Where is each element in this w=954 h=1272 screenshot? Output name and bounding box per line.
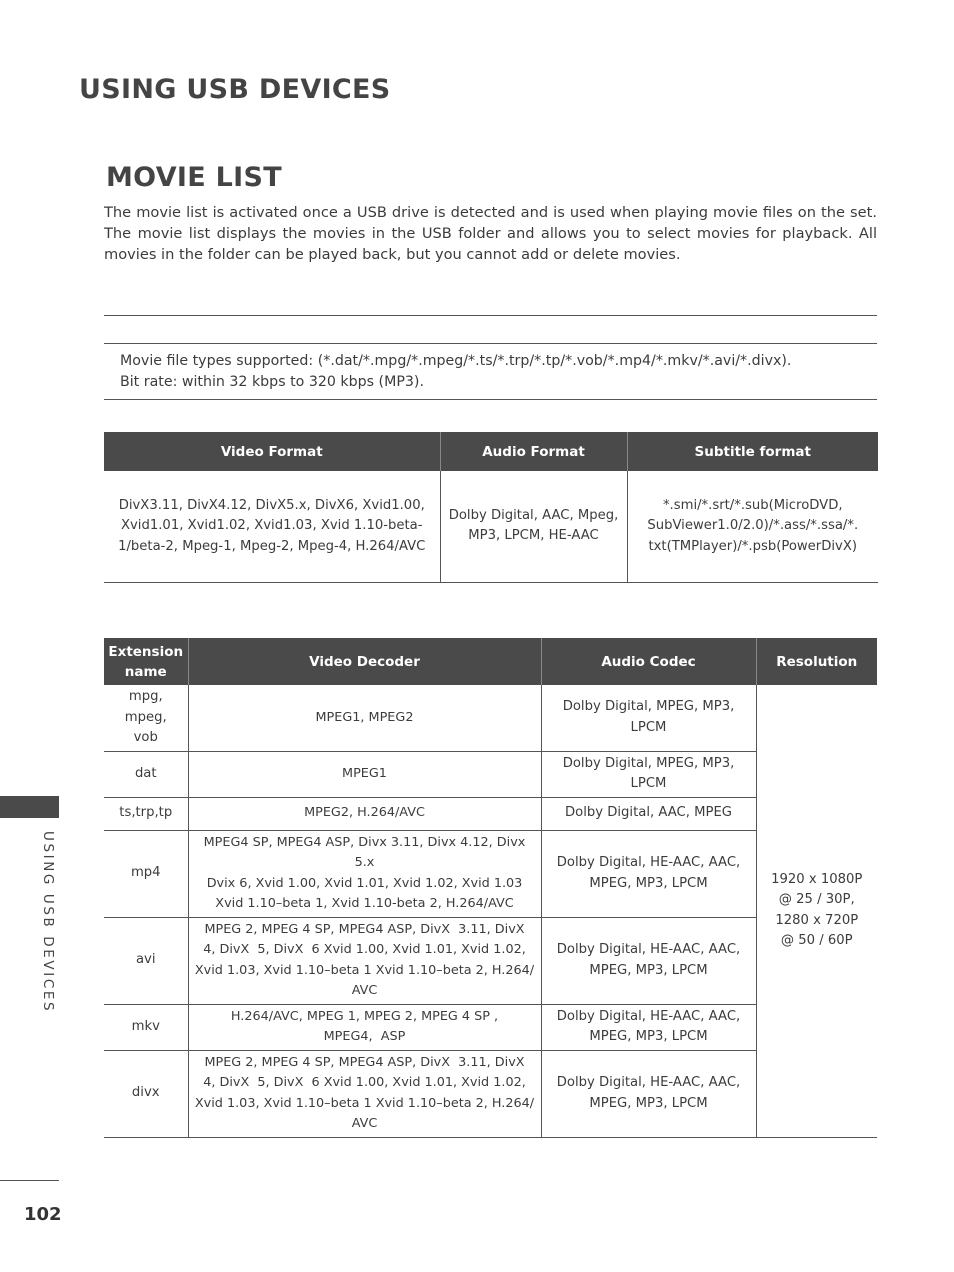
cell-line: Dolby Digital, MPEG, MP3, bbox=[562, 699, 735, 715]
cell-video-formats bbox=[104, 471, 440, 582]
cell-line: LPCM bbox=[630, 719, 667, 735]
cell-line: avi bbox=[135, 952, 156, 968]
cell-line: AVC bbox=[351, 983, 378, 998]
cell-audio-formats bbox=[440, 471, 627, 582]
cell-video-decoder bbox=[188, 1050, 541, 1137]
cell-extension bbox=[104, 1050, 188, 1137]
page-heading: MOVIE LIST bbox=[106, 162, 282, 193]
cell-line: 1/beta-2, Mpeg-1, Mpeg-2, Mpeg-4, H.264/AVC bbox=[118, 538, 426, 554]
cell-line: MPEG4 SP, MPEG4 ASP, Divx 3.11, Divx 4.12, Divx 5.x bbox=[203, 834, 526, 870]
cell-line: ts,trp,tp bbox=[119, 805, 173, 821]
table-row bbox=[104, 685, 877, 751]
cell-line: H.264/AVC, MPEG 1, MPEG 2, MPEG 4 SP , bbox=[230, 1008, 499, 1024]
cell-line: mpg, bbox=[128, 689, 163, 704]
cell-line: Xvid 1.03, Xvid 1.10–beta 1 Xvid 1.10–beta 2, H.264/ bbox=[194, 1095, 535, 1111]
cell-video-decoder bbox=[188, 830, 541, 917]
cell-line: MPEG, MP3, LPCM bbox=[589, 875, 708, 891]
note-bit-rate: Bit rate: within 32 kbps to 320 kbps (MP3). bbox=[120, 374, 424, 390]
codec-table bbox=[104, 638, 877, 1138]
format-table-header bbox=[104, 432, 878, 471]
cell-line: mp4 bbox=[130, 865, 161, 881]
cell-line: SubViewer1.0/2.0)/*.ass/*.ssa/*. bbox=[647, 518, 859, 533]
cell-line: MPEG 2, MPEG 4 SP, MPEG4 ASP, DivX 3.11, DivX bbox=[204, 921, 525, 937]
cell-line: 1280 x 720P bbox=[775, 912, 859, 928]
cell-line: 4, DivX 5, DivX 6 Xvid 1.00, Xvid 1.01, Xvid 1.02, bbox=[203, 942, 526, 957]
cell-line: Dvix 6, Xvid 1.00, Xvid 1.01, Xvid 1.02, Xvid 1.03 bbox=[206, 875, 523, 891]
cell-line: 1920 x 1080P bbox=[771, 871, 863, 887]
cell-line: *.smi/*.srt/*.sub(MicroDVD, bbox=[662, 497, 843, 513]
cell-audio-codec bbox=[541, 1004, 756, 1050]
cell-extension bbox=[104, 1004, 188, 1050]
cell-line: txt(TMPlayer)/*.psb(PowerDivX) bbox=[648, 538, 858, 554]
cell-audio-codec bbox=[541, 830, 756, 917]
header-audio-codec: Audio Codec bbox=[541, 638, 756, 685]
cell-line: DivX3.11, DivX4.12, DivX5.x, DivX6, Xvid1.00, bbox=[118, 497, 425, 513]
cell-video-decoder bbox=[188, 751, 541, 797]
cell-line: Dolby Digital, MPEG, MP3, bbox=[562, 755, 735, 771]
cell-video-decoder bbox=[188, 797, 541, 830]
cell-line: @ 25 / 30P, bbox=[778, 892, 855, 908]
header-resolution: Resolution bbox=[756, 638, 877, 685]
cell-line: MPEG4, ASP bbox=[323, 1029, 406, 1044]
cell-line: Dolby Digital, HE-AAC, AAC, bbox=[556, 1008, 741, 1024]
page-number: 102 bbox=[24, 1204, 62, 1225]
cell-line: MPEG, MP3, LPCM bbox=[589, 962, 708, 978]
cell-line: divx bbox=[131, 1085, 160, 1101]
cell-line: vob bbox=[133, 730, 158, 745]
cell-extension bbox=[104, 917, 188, 1004]
cell-video-decoder bbox=[188, 1004, 541, 1050]
cell-audio-codec bbox=[541, 1050, 756, 1137]
note-file-types: Movie file types supported: (*.dat/*.mpg/*.mpeg/*.ts/*.trp/*.tp/*.vob/*.mp4/*.mkv/*.avi/*.divx). bbox=[120, 353, 792, 369]
cell-line: MPEG, MP3, LPCM bbox=[589, 1029, 708, 1044]
divider-top bbox=[104, 315, 877, 316]
cell-line: MPEG, MP3, LPCM bbox=[589, 1095, 708, 1111]
cell-line: mpeg, bbox=[124, 709, 167, 725]
side-section-label: USING USB DEVICES bbox=[40, 831, 56, 1014]
header-video-format: Video Format bbox=[104, 432, 440, 471]
cell-extension bbox=[104, 685, 188, 751]
cell-line: MP3, LPCM, HE-AAC bbox=[468, 528, 599, 544]
divider-note-bottom bbox=[104, 399, 877, 400]
header-audio-format: Audio Format bbox=[440, 432, 627, 471]
page-number-rule bbox=[0, 1180, 59, 1181]
cell-line: Xvid 1.03, Xvid 1.10–beta 1 Xvid 1.10–beta 2, H.264/ bbox=[194, 962, 535, 978]
cell-line: MPEG 2, MPEG 4 SP, MPEG4 ASP, DivX 3.11, DivX bbox=[204, 1054, 525, 1070]
intro-paragraph: The movie list is activated once a USB drive is detected and is used when playing movie files on the set. The movie list displays the movies in the USB folder and allows you to select movies for playback. All movies in the folder can be played back, but you cannot add or delete movies. bbox=[104, 204, 877, 263]
cell-line: dat bbox=[134, 765, 157, 781]
cell-subtitle-formats bbox=[627, 471, 878, 582]
codec-table-header bbox=[104, 638, 877, 685]
cell-line: MPEG2, H.264/AVC bbox=[304, 805, 425, 821]
cell-extension bbox=[104, 751, 188, 797]
cell-line: @ 50 / 60P bbox=[780, 933, 853, 949]
cell-line: Dolby Digital, HE-AAC, AAC, bbox=[556, 1075, 741, 1090]
cell-line: Dolby Digital, HE-AAC, AAC, bbox=[556, 855, 741, 870]
header-subtitle-format: Subtitle format bbox=[627, 432, 878, 471]
cell-line: 4, DivX 5, DivX 6 Xvid 1.00, Xvid 1.01, Xvid 1.02, bbox=[203, 1075, 526, 1090]
cell-audio-codec bbox=[541, 751, 756, 797]
cell-line: MPEG1 bbox=[342, 765, 387, 781]
cell-line: LPCM bbox=[630, 776, 667, 791]
cell-video-decoder bbox=[188, 685, 541, 751]
cell-video-decoder bbox=[188, 917, 541, 1004]
divider-note-top bbox=[104, 343, 877, 344]
cell-line: Dolby Digital, HE-AAC, AAC, bbox=[556, 942, 741, 957]
header-extension-name: Extension name bbox=[104, 638, 188, 685]
cell-line: Dolby Digital, AAC, MPEG bbox=[564, 805, 733, 821]
cell-line: MPEG1, MPEG2 bbox=[315, 709, 414, 725]
cell-line: Xvid 1.10–beta 1, Xvid 1.10-beta 2, H.264/AVC bbox=[215, 896, 514, 911]
header-video-decoder: Video Decoder bbox=[188, 638, 541, 685]
side-tab-marker bbox=[0, 796, 59, 818]
table-row bbox=[104, 471, 878, 582]
note-box bbox=[120, 351, 870, 393]
cell-line: mkv bbox=[131, 1018, 160, 1034]
cell-line: AVC bbox=[351, 1116, 378, 1131]
cell-line: Dolby Digital, AAC, Mpeg, bbox=[448, 507, 619, 523]
cell-extension bbox=[104, 830, 188, 917]
format-table bbox=[104, 432, 878, 583]
cell-audio-codec bbox=[541, 685, 756, 751]
cell-extension bbox=[104, 797, 188, 830]
cell-line: Xvid1.01, Xvid1.02, Xvid1.03, Xvid 1.10-beta- bbox=[120, 518, 423, 533]
cell-audio-codec bbox=[541, 917, 756, 1004]
section-title: USING USB DEVICES bbox=[79, 74, 391, 105]
cell-audio-codec bbox=[541, 797, 756, 830]
cell-resolution bbox=[756, 685, 877, 1137]
